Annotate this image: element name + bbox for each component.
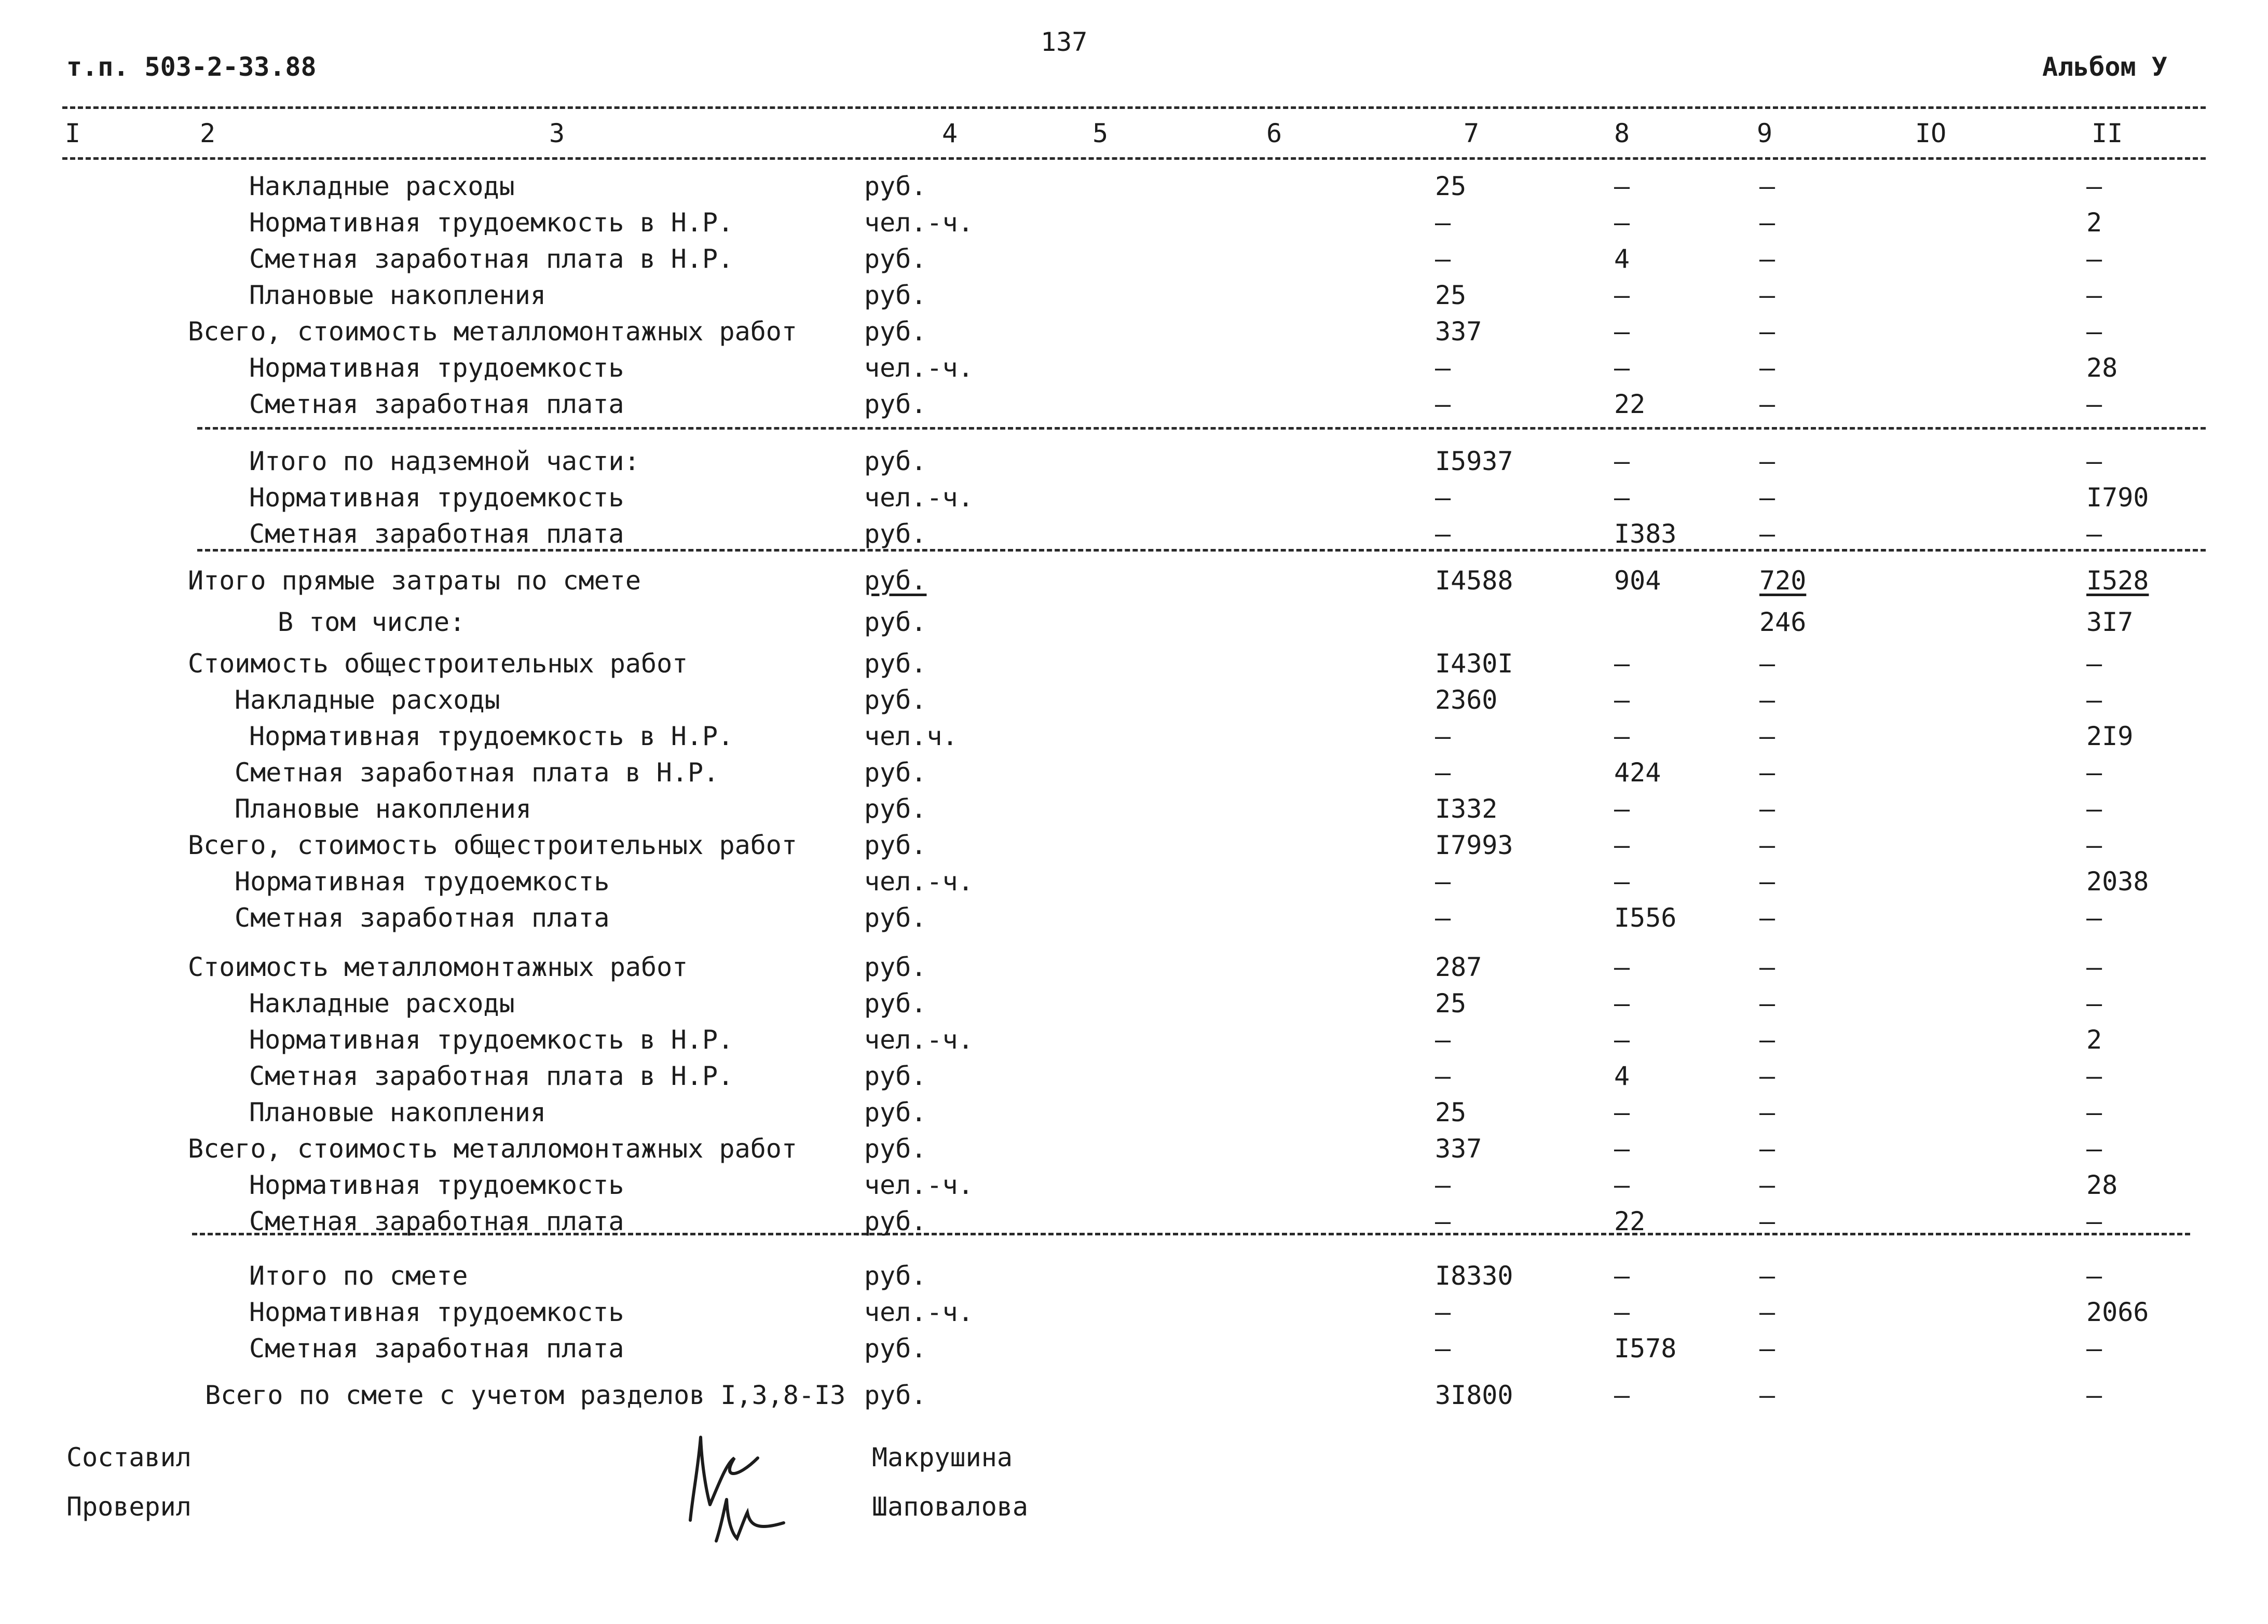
cell-col9: – (1759, 1206, 1775, 1236)
row-label: Нормативная трудоемкость (249, 353, 624, 383)
row-label: Нормативная трудоемкость (249, 1170, 624, 1200)
cell-col11: 2 (2086, 208, 2102, 238)
checked-name: Шаповалова (872, 1492, 1029, 1522)
cell-col9: – (1759, 794, 1775, 824)
row-unit: чел.-ч. (864, 1170, 974, 1200)
checked-label: Проверил (66, 1492, 192, 1522)
column-number: 3 (549, 118, 565, 148)
cell-col9: – (1759, 483, 1775, 513)
row-label: Сметная заработная плата (249, 1206, 624, 1236)
column-number: 6 (1266, 118, 1282, 148)
row-unit: чел.-ч. (864, 483, 974, 513)
cell-col7: – (1435, 244, 1451, 274)
cell-col9: – (1759, 353, 1775, 383)
cell-col7: – (1435, 389, 1451, 419)
row-label: Сметная заработная плата (235, 903, 610, 933)
row-label: Накладные расходы (249, 171, 515, 201)
cell-col8: – (1614, 1297, 1630, 1327)
row-unit: руб. (864, 758, 927, 788)
cell-col7: – (1435, 1061, 1451, 1091)
column-number: 5 (1092, 118, 1109, 148)
column-number: 8 (1614, 118, 1630, 148)
cell-col8: 22 (1614, 389, 1646, 419)
cell-col11: 28 (2086, 353, 2118, 383)
row-unit: руб. (864, 952, 927, 982)
row-label: Всего, стоимость металломонтажных работ (188, 1134, 797, 1164)
page-number: 137 (1041, 27, 1088, 57)
cell-col9: – (1759, 1333, 1775, 1364)
cell-col11: – (2086, 1061, 2102, 1091)
cell-col8: – (1614, 446, 1630, 476)
cell-col9: – (1759, 952, 1775, 982)
column-number: 7 (1464, 118, 1480, 148)
signature-compiled (670, 1422, 804, 1551)
row-unit: руб. (864, 1261, 927, 1291)
cell-col9: – (1759, 903, 1775, 933)
cell-col8: 22 (1614, 1206, 1646, 1236)
cell-col9: – (1759, 649, 1775, 679)
section-rule (197, 427, 2206, 430)
cell-col9: – (1759, 830, 1775, 860)
row-label: Нормативная трудоемкость в Н.Р. (249, 1025, 734, 1055)
cell-col9: – (1759, 1261, 1775, 1291)
album-label: Альбом У (2042, 52, 2167, 82)
cell-col7: I8330 (1435, 1261, 1513, 1291)
row-label: В том числе: (278, 607, 466, 637)
cell-col8: 904 (1614, 566, 1661, 596)
cell-col7: – (1435, 483, 1451, 513)
cell-col8: – (1614, 1261, 1630, 1291)
cell-col9: – (1759, 1170, 1775, 1200)
row-label: Плановые накопления (249, 280, 546, 310)
cell-col8: – (1614, 830, 1630, 860)
row-unit: руб. (864, 1134, 927, 1164)
cell-col11: – (2086, 830, 2102, 860)
cell-col11: 2I9 (2086, 721, 2134, 751)
column-number: 4 (942, 118, 958, 148)
cell-col11: – (2086, 1261, 2102, 1291)
cell-col7: 25 (1435, 1097, 1467, 1127)
row-label: Сметная заработная плата в Н.Р. (249, 244, 734, 274)
row-unit: руб. (864, 685, 927, 715)
cell-col11: – (2086, 952, 2102, 982)
cell-col9: – (1759, 446, 1775, 476)
row-label: Нормативная трудоемкость (249, 483, 624, 513)
row-label: Итого по надземной части: (249, 446, 640, 476)
cell-col9: – (1759, 758, 1775, 788)
cell-col7: – (1435, 903, 1451, 933)
cell-col9: – (1759, 244, 1775, 274)
cell-col7: – (1435, 721, 1451, 751)
row-label: Всего по смете с учетом разделов I,3,8-I3 (205, 1380, 846, 1410)
column-number: II (2092, 118, 2123, 148)
cell-col8: – (1614, 1025, 1630, 1055)
cell-col7: 25 (1435, 988, 1467, 1019)
cell-col9: – (1759, 1380, 1775, 1410)
row-unit: руб. (864, 446, 927, 476)
cell-col7: 25 (1435, 171, 1467, 201)
cell-col7: – (1435, 353, 1451, 383)
cell-col8: – (1614, 721, 1630, 751)
cell-col8: 4 (1614, 1061, 1630, 1091)
cell-col7: 337 (1435, 1134, 1482, 1164)
row-label: Сметная заработная плата (249, 1333, 624, 1364)
column-number: 9 (1757, 118, 1773, 148)
cell-col9: – (1759, 1097, 1775, 1127)
cell-col11: – (2086, 903, 2102, 933)
cell-col11: – (2086, 171, 2102, 201)
row-label: Нормативная трудоемкость в Н.Р. (249, 208, 734, 238)
cell-col8: – (1614, 952, 1630, 982)
cell-col11: 3I7 (2086, 607, 2134, 637)
cell-col11: – (2086, 316, 2102, 347)
cell-col9: – (1759, 1025, 1775, 1055)
row-unit: руб. (864, 1061, 927, 1091)
row-unit: руб. (864, 1380, 927, 1410)
cell-col8: – (1614, 171, 1630, 201)
cell-col8: – (1614, 483, 1630, 513)
cell-col9: – (1759, 208, 1775, 238)
cell-col8: – (1614, 1134, 1630, 1164)
cell-col8: – (1614, 1170, 1630, 1200)
row-label: Плановые накопления (235, 794, 531, 824)
cell-col11: 28 (2086, 1170, 2118, 1200)
cell-col11: – (2086, 1206, 2102, 1236)
row-label: Всего, стоимость металломонтажных работ (188, 316, 797, 347)
cell-col7: I7993 (1435, 830, 1513, 860)
row-unit: руб. (864, 988, 927, 1019)
cell-col7: – (1435, 1025, 1451, 1055)
row-label: Итого прямые затраты по смете (188, 566, 641, 596)
row-unit: руб. (864, 830, 927, 860)
cell-col7: 337 (1435, 316, 1482, 347)
row-unit: чел.-ч. (864, 208, 974, 238)
cell-col9: – (1759, 280, 1775, 310)
row-unit: чел.-ч. (864, 353, 974, 383)
cell-col8: – (1614, 316, 1630, 347)
cell-col7: 3I800 (1435, 1380, 1513, 1410)
doc-code: т.п. 503-2-33.88 (66, 52, 317, 82)
row-label: Стоимость металломонтажных работ (188, 952, 688, 982)
row-label: Всего, стоимость общестроительных работ (188, 830, 797, 860)
cell-col8: – (1614, 794, 1630, 824)
cell-col11: – (2086, 988, 2102, 1019)
cell-col9: – (1759, 1297, 1775, 1327)
cell-col7: – (1435, 208, 1451, 238)
cell-col11: I790 (2086, 483, 2149, 513)
row-label: Нормативная трудоемкость (235, 866, 610, 897)
row-label: Сметная заработная плата (249, 519, 624, 549)
cell-col7: – (1435, 1206, 1451, 1236)
cell-col9: – (1759, 519, 1775, 549)
cell-col7: I5937 (1435, 446, 1513, 476)
row-unit: руб. (864, 649, 927, 679)
column-number: 2 (200, 118, 216, 148)
cell-col7: 25 (1435, 280, 1467, 310)
cell-col11: I528 (2086, 566, 2149, 596)
cell-col9: – (1759, 1061, 1775, 1091)
cell-col11: 2066 (2086, 1297, 2149, 1327)
row-unit: руб. (864, 316, 927, 347)
cell-col11: – (2086, 685, 2102, 715)
row-label: Накладные расходы (249, 988, 515, 1019)
cell-col8: – (1614, 208, 1630, 238)
cell-col9: – (1759, 866, 1775, 897)
cell-col11: – (2086, 280, 2102, 310)
row-label: Итого по смете (249, 1261, 468, 1291)
cell-col8: – (1614, 1097, 1630, 1127)
row-unit: чел.-ч. (864, 866, 974, 897)
row-unit: руб. (864, 244, 927, 274)
cell-col11: – (2086, 519, 2102, 549)
cell-col11: 2038 (2086, 866, 2149, 897)
row-label: Стоимость общестроительных работ (188, 649, 688, 679)
row-unit: руб. (864, 389, 927, 419)
cell-col7: I430I (1435, 649, 1513, 679)
cell-col7: I332 (1435, 794, 1498, 824)
cell-col8: – (1614, 353, 1630, 383)
row-label: Нормативная трудоемкость (249, 1297, 624, 1327)
section-rule (197, 549, 2206, 552)
cell-col11: – (2086, 649, 2102, 679)
cell-col9: 720 (1759, 566, 1807, 596)
cell-col11: – (2086, 1380, 2102, 1410)
column-number: IO (1915, 118, 1947, 148)
row-unit: руб. (864, 794, 927, 824)
cell-col7: – (1435, 1297, 1451, 1327)
cell-col7: – (1435, 758, 1451, 788)
row-unit: руб. (864, 1097, 927, 1127)
cell-col8: – (1614, 988, 1630, 1019)
cell-col7: – (1435, 1333, 1451, 1364)
header-top-rule (62, 106, 2206, 109)
cell-col9: – (1759, 389, 1775, 419)
row-label: Нормативная трудоемкость в Н.Р. (249, 721, 734, 751)
cell-col8: – (1614, 649, 1630, 679)
cell-col8: – (1614, 866, 1630, 897)
cell-col11: – (2086, 1134, 2102, 1164)
cell-col9: – (1759, 1134, 1775, 1164)
cell-col8: 4 (1614, 244, 1630, 274)
row-label: Накладные расходы (235, 685, 500, 715)
cell-col7: – (1435, 866, 1451, 897)
cell-col11: – (2086, 758, 2102, 788)
cell-col8: I578 (1614, 1333, 1677, 1364)
cell-col9: – (1759, 685, 1775, 715)
cell-col11: – (2086, 446, 2102, 476)
cell-col9: – (1759, 988, 1775, 1019)
cell-col7: 287 (1435, 952, 1482, 982)
row-unit: руб. (864, 280, 927, 310)
row-label: Сметная заработная плата в Н.Р. (249, 1061, 734, 1091)
cell-col7: – (1435, 519, 1451, 549)
cell-col9: – (1759, 171, 1775, 201)
cell-col11: 2 (2086, 1025, 2102, 1055)
column-number: I (65, 118, 81, 148)
cell-col8: – (1614, 685, 1630, 715)
cell-col11: – (2086, 244, 2102, 274)
row-unit: чел.-ч. (864, 1025, 974, 1055)
cell-col9: – (1759, 316, 1775, 347)
cell-col9: – (1759, 721, 1775, 751)
compiled-name: Макрушина (872, 1442, 1013, 1472)
row-unit: руб. (864, 519, 927, 549)
cell-col9: 246 (1759, 607, 1807, 637)
cell-col8: – (1614, 1380, 1630, 1410)
row-unit: руб. (864, 566, 927, 596)
cell-col7: 2360 (1435, 685, 1498, 715)
row-unit: чел.-ч. (864, 1297, 974, 1327)
cell-col8: – (1614, 280, 1630, 310)
row-label: Плановые накопления (249, 1097, 546, 1127)
row-unit: руб. (864, 1333, 927, 1364)
cell-col7: – (1435, 1170, 1451, 1200)
cell-col8: I383 (1614, 519, 1677, 549)
row-unit: руб. (864, 607, 927, 637)
header-bottom-rule (62, 157, 2206, 160)
row-unit: руб. (864, 171, 927, 201)
row-unit: чел.ч. (864, 721, 958, 751)
compiled-label: Составил (66, 1442, 192, 1472)
row-label: Сметная заработная плата в Н.Р. (235, 758, 719, 788)
cell-col8: I556 (1614, 903, 1677, 933)
cell-col7: I4588 (1435, 566, 1513, 596)
row-unit: руб. (864, 1206, 927, 1236)
cell-col11: – (2086, 794, 2102, 824)
cell-col11: – (2086, 1333, 2102, 1364)
row-label: Сметная заработная плата (249, 389, 624, 419)
row-unit: руб. (864, 903, 927, 933)
cell-col11: – (2086, 1097, 2102, 1127)
cell-col8: 424 (1614, 758, 1661, 788)
cell-col11: – (2086, 389, 2102, 419)
